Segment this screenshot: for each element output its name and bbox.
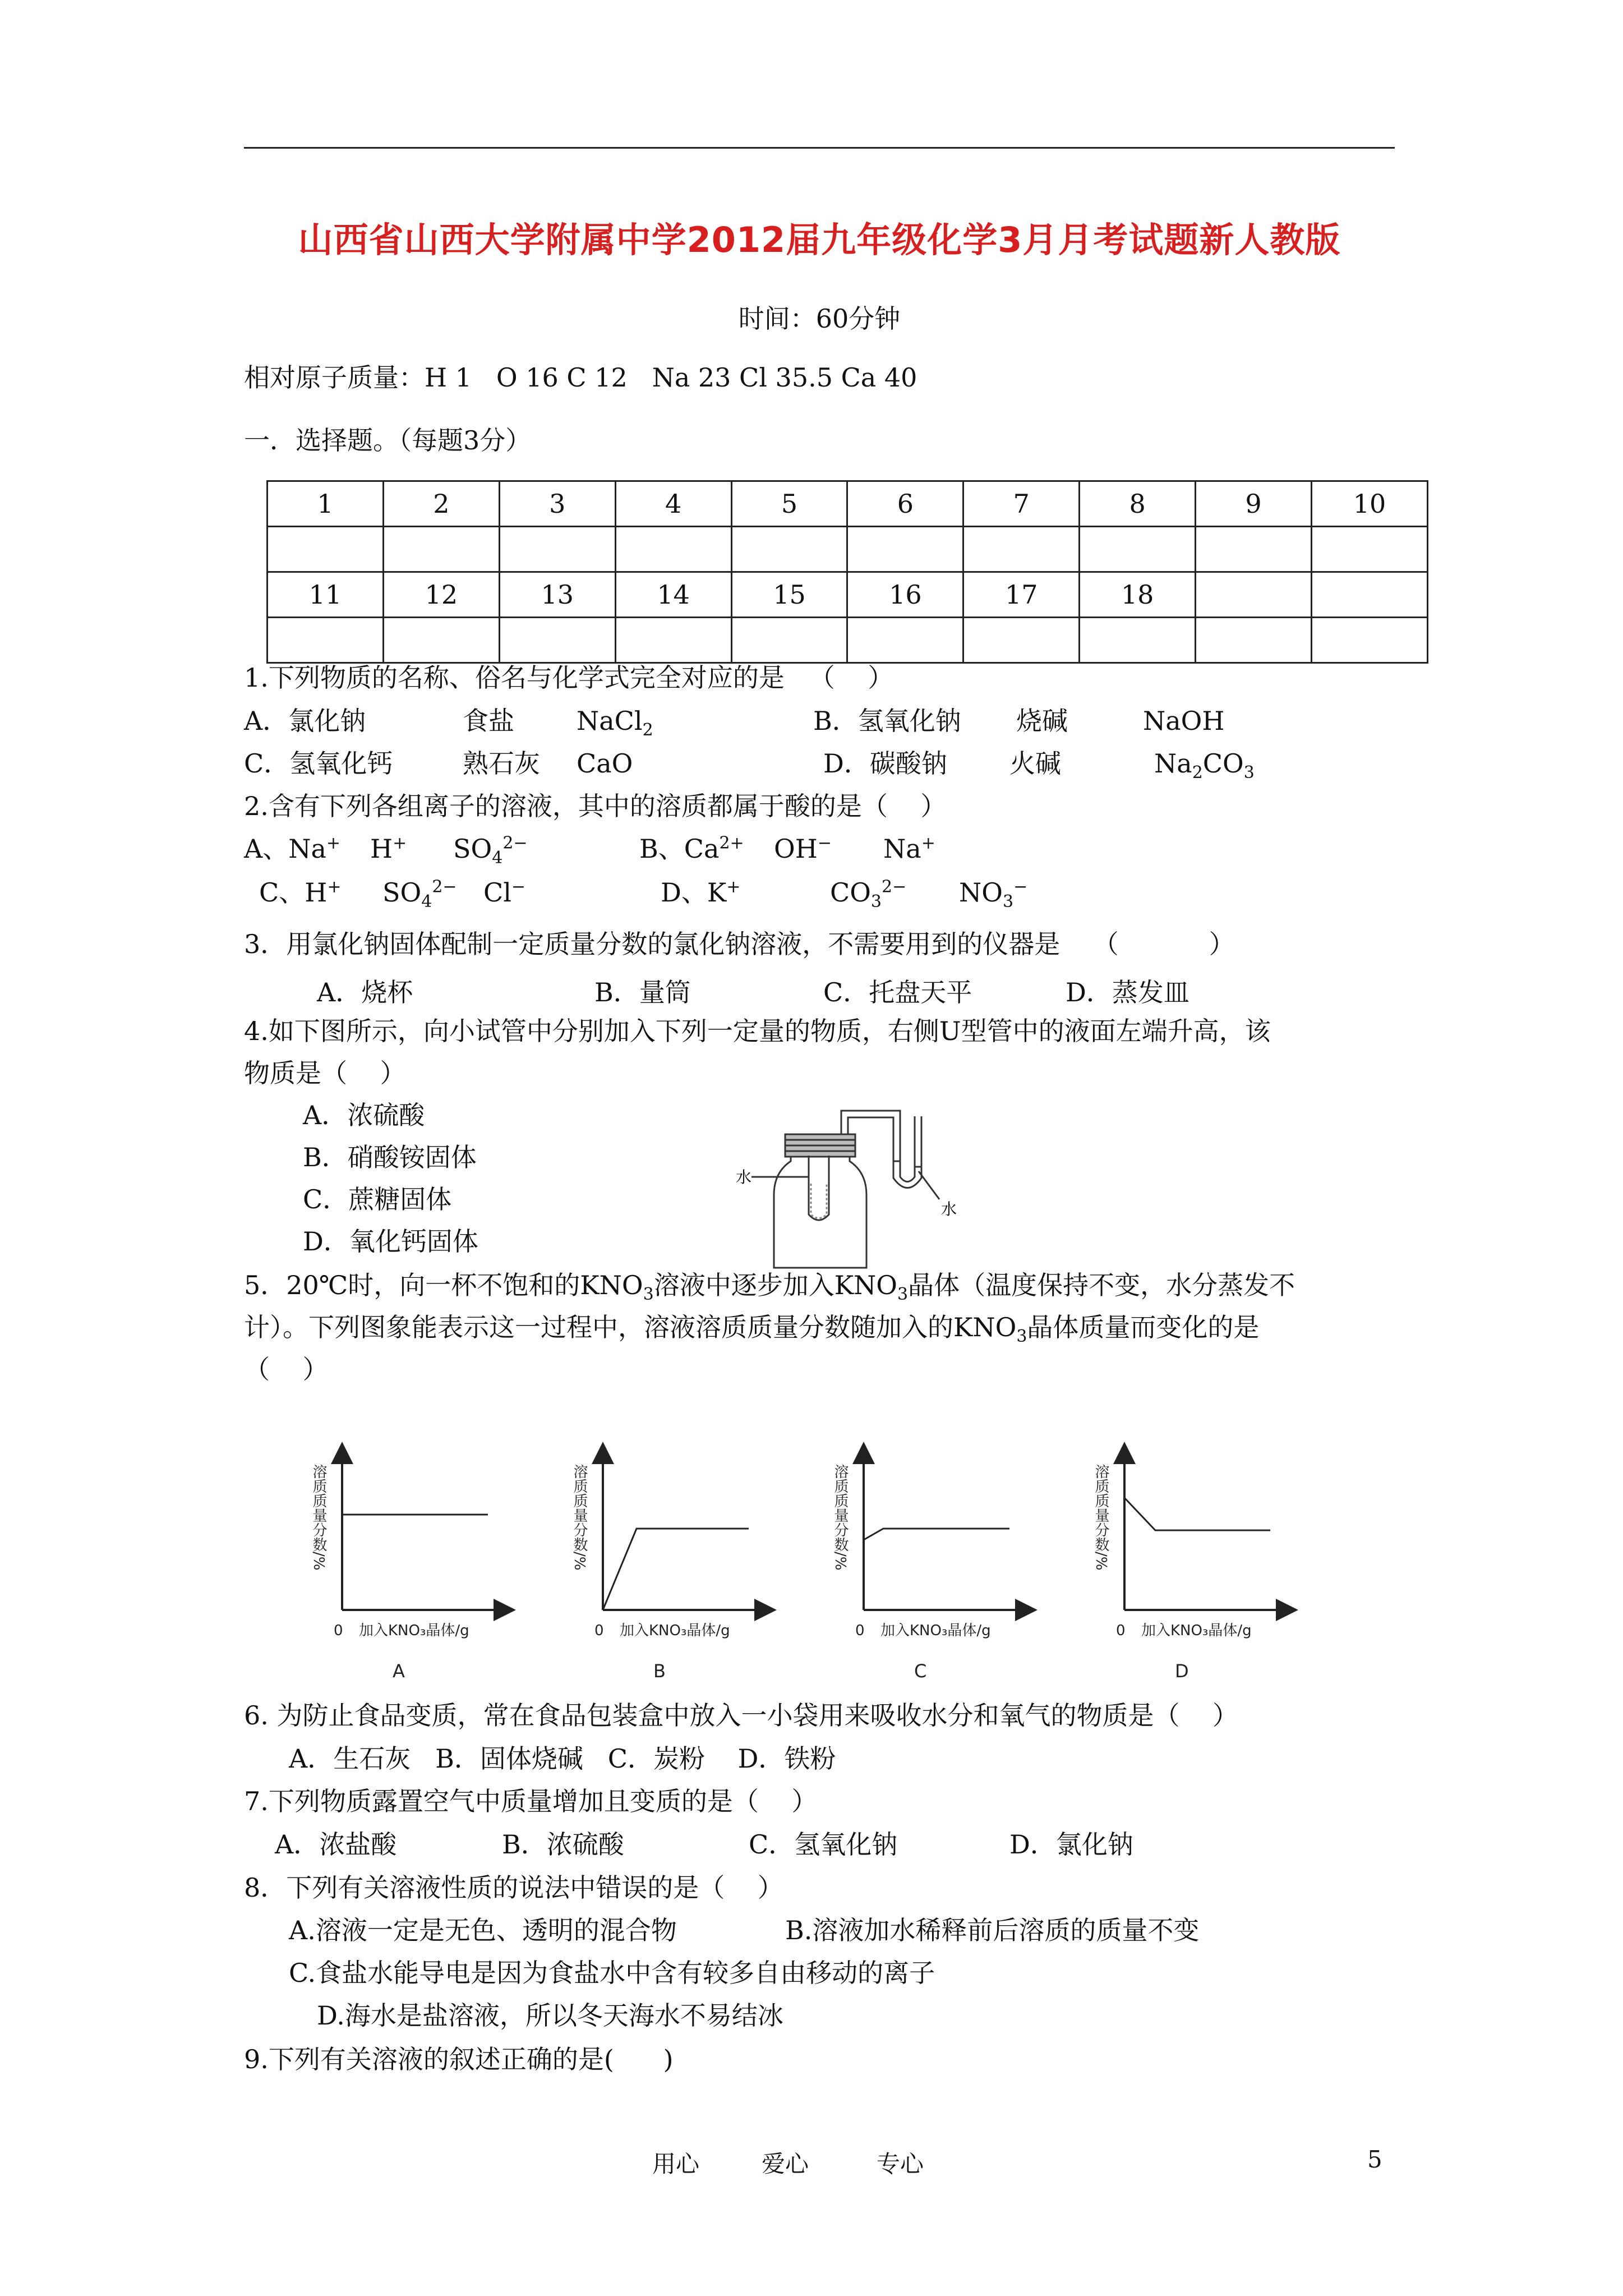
answer-number-cell: 8 [1080,481,1196,527]
answer-number-cell: 12 [383,572,499,618]
graph-b-x-label: 加入KNO₃晶体/g [620,1622,730,1639]
question-9-stem: 9.下列有关溶液的叙述正确的是( ) [244,2044,674,2074]
graph-b-origin: 0 [594,1622,604,1639]
answer-blank-cell[interactable] [1312,618,1428,663]
q1-option-a-formula: NaCl$_2$ [577,706,653,740]
question-7-stem: 7.下列物质露置空气中质量增加且变质的是（ ） [244,1786,818,1816]
q2-option-b-ion3: Na+ [883,833,935,864]
question-8-stem: 8．下列有关溶液性质的说法中错误的是（ ） [244,1872,783,1903]
answer-table-row [268,618,1428,663]
answer-blank-cell[interactable] [499,527,615,572]
answer-number-cell: 6 [847,481,963,527]
answer-number-cell: 4 [615,481,731,527]
graph-d-y-label: 溶质质量分数/% [1092,1464,1109,1571]
q4-option-b: B．硝酸铵固体 [303,1142,477,1172]
q1-option-c: C．氢氧化钙 [244,748,393,779]
q1-option-b: B．氢氧化钠 [813,706,961,736]
graph-a [342,1453,505,1610]
q7-option-b: B．浓硫酸 [502,1829,624,1860]
question-5-stem-line3: （ ） [244,1354,329,1384]
answer-blank-cell[interactable] [268,618,384,663]
q5-graphs [297,1442,1324,1688]
answer-number-cell: 9 [1196,481,1312,527]
q8-option-d: D.海水是盐溶液，所以冬天海水不易结冰 [317,2000,783,2031]
question-3-stem: 3．用氯化钠固体配制一定质量分数的氯化钠溶液，不需要用到的仪器是 （ ） [244,929,1235,959]
q1-option-c-common: 熟石灰 [463,748,540,779]
graph-a-origin: 0 [334,1622,343,1639]
answer-blank-cell[interactable] [731,618,847,663]
answer-blank-cell[interactable] [1196,618,1312,663]
answer-blank-cell[interactable] [963,618,1080,663]
answer-blank-cell[interactable] [268,527,384,572]
q2-option-c-ion1: C、H+ [259,877,342,908]
atomic-masses: 相对原子质量：H 1 O 16 C 12 Na 23 Cl 35.5 Ca 40 [244,362,917,393]
q7-option-d: D．氯化钠 [1009,1829,1133,1860]
q7-option-c: C．氢氧化钠 [749,1829,898,1860]
answer-blank-cell[interactable] [499,618,615,663]
q8-option-b: B.溶液加水稀释前后溶质的质量不变 [785,1915,1200,1945]
q8-option-a: A.溶液一定是无色、透明的混合物 [289,1915,677,1945]
header-rule [244,147,1395,149]
footer-middle-text: 爱心 [762,2150,809,2178]
footer-left-text: 用心 [652,2150,700,2178]
q6-options: A．生石灰 B．固体烧碱 C．炭粉 D．铁粉 [289,1743,836,1774]
exam-duration: 时间：60分钟 [738,303,901,334]
q8-option-c: C.食盐水能导电是因为食盐水中含有较多自由移动的离子 [289,1958,935,1988]
answer-blank-cell[interactable] [963,527,1080,572]
q1-option-d-common: 火碱 [1009,748,1061,779]
answer-blank-cell[interactable] [1080,618,1196,663]
q1-option-a-common: 食盐 [463,706,514,736]
water-label-left: 水 [736,1168,752,1186]
question-4-stem-line2: 物质是（ ） [244,1058,406,1088]
answer-number-cell [1196,572,1312,618]
graph-c-label: C [914,1660,927,1682]
graph-c [864,1453,1026,1610]
q2-option-c-ion3: Cl− [483,877,526,908]
question-1-stem: 1.下列物质的名称、俗名与化学式完全对应的是 （ ） [244,662,894,693]
graph-a-x-label: 加入KNO₃晶体/g [359,1622,469,1639]
answer-blank-cell[interactable] [383,618,499,663]
question-4-stem-line1: 4.如下图所示，向小试管中分别加入下列一定量的物质，右侧U型管中的液面左端升高，该 [244,1016,1271,1046]
answer-number-cell: 16 [847,572,963,618]
page-title: 山西省山西大学附属中学2012届九年级化学3月月考试题新人教版 [298,219,1341,260]
answer-table-row [268,527,1428,572]
answer-number-cell: 11 [268,572,384,618]
answer-blank-cell[interactable] [1196,527,1312,572]
answer-blank-cell[interactable] [1080,527,1196,572]
answer-blank-cell[interactable] [615,618,731,663]
answer-blank-cell[interactable] [847,527,963,572]
answer-number-cell: 2 [383,481,499,527]
graph-d-origin: 0 [1116,1622,1126,1639]
q3-option-b: B．量筒 [594,977,691,1007]
q1-option-c-formula: CaO [577,748,633,779]
answer-number-cell: 14 [615,572,731,618]
answer-number-cell: 15 [731,572,847,618]
question-5-stem-line2: 计）。下列图象能表示这一过程中，溶液溶质质量分数随加入的$KNO_3$晶体质量而变化的是 [244,1312,1260,1347]
answer-blank-cell[interactable] [847,618,963,663]
water-label-right: 水 [941,1200,957,1218]
graph-b-label: B [653,1660,666,1682]
graph-a-y-label: 溶质质量分数/% [310,1464,327,1571]
answer-number-cell: 1 [268,481,384,527]
answer-number-cell: 18 [1080,572,1196,618]
q2-option-a-ion3: $SO_4^{2-}$ [453,833,528,868]
q4-option-a: A．浓硫酸 [303,1100,425,1130]
graph-d [1124,1453,1287,1610]
answer-table [266,480,1428,664]
graph-c-y-label: 溶质质量分数/% [832,1464,849,1571]
answer-table-row [268,481,1428,527]
answer-number-cell: 13 [499,572,615,618]
q2-option-d-ion2: $CO_3^{2-}$ [830,877,907,912]
q3-option-d: D．蒸发皿 [1066,977,1189,1007]
q2-option-d-ion3: $NO_3^-$ [959,877,1028,912]
q4-option-d: D．氧化钙固体 [303,1226,478,1257]
question-2-stem: 2.含有下列各组离子的溶液，其中的溶质都属于酸的是（ ） [244,791,947,821]
q1-option-a: A．氯化钠 [244,706,366,736]
answer-blank-cell[interactable] [1312,527,1428,572]
graph-d-label: D [1175,1660,1189,1682]
graph-c-origin: 0 [855,1622,865,1639]
graph-d-x-label: 加入KNO₃晶体/g [1141,1622,1252,1639]
q3-option-a: A．烧杯 [317,977,413,1007]
q2-option-c-ion2: $SO_4^{2-}$ [382,877,457,912]
answer-blank-cell[interactable] [731,527,847,572]
q2-option-a-ion2: H+ [370,833,407,864]
answer-number-cell: 10 [1312,481,1428,527]
graph-b [603,1453,766,1610]
question-5-stem-line1: 5．20℃时，向一杯不饱和的$KNO_3$溶液中逐步加入$KNO_3$晶体（温度保持不变，水分蒸发不 [244,1270,1295,1305]
q1-option-d-formula: $Na_2CO_3$ [1154,748,1255,783]
q1-option-d: D．碳酸钠 [823,748,947,779]
graph-c-x-label: 加入KNO₃晶体/g [880,1622,991,1639]
graph-a-label: A [393,1660,405,1682]
answer-number-cell: 17 [963,572,1080,618]
footer-right-text: 专心 [877,2150,924,2178]
q4-option-c: C．蔗糖固体 [303,1184,452,1214]
answer-number-cell: 5 [731,481,847,527]
page-number: 5 [1367,2146,1382,2173]
question-6-stem: 6. 为防止食品变质，常在食品包装盒中放入一小袋用来吸收水分和氧气的物质是（ ） [244,1700,1238,1731]
q7-option-a: A．浓盐酸 [275,1829,397,1860]
q2-option-d-ion1: D、K+ [661,877,741,908]
answer-number-cell: 3 [499,481,615,527]
answer-number-cell [1312,572,1428,618]
answer-blank-cell[interactable] [383,527,499,572]
q3-option-c: C．托盘天平 [823,977,972,1007]
q1-option-b-formula: NaOH [1143,706,1225,736]
q1-option-b-common: 烧碱 [1016,706,1068,736]
graph-b-y-label: 溶质质量分数/% [571,1464,588,1571]
answer-blank-cell[interactable] [615,527,731,572]
q2-option-a-ion1: A、Na+ [244,833,341,864]
section-heading: 一．选择题。（每题3分） [244,425,532,455]
q2-option-b-ion1: B、$Ca^{2+}$ [639,833,744,864]
q2-option-b-ion2: OH− [774,833,832,864]
answer-table-row [268,572,1428,618]
u-tube-apparatus-diagram [729,1099,965,1279]
answer-number-cell: 7 [963,481,1080,527]
